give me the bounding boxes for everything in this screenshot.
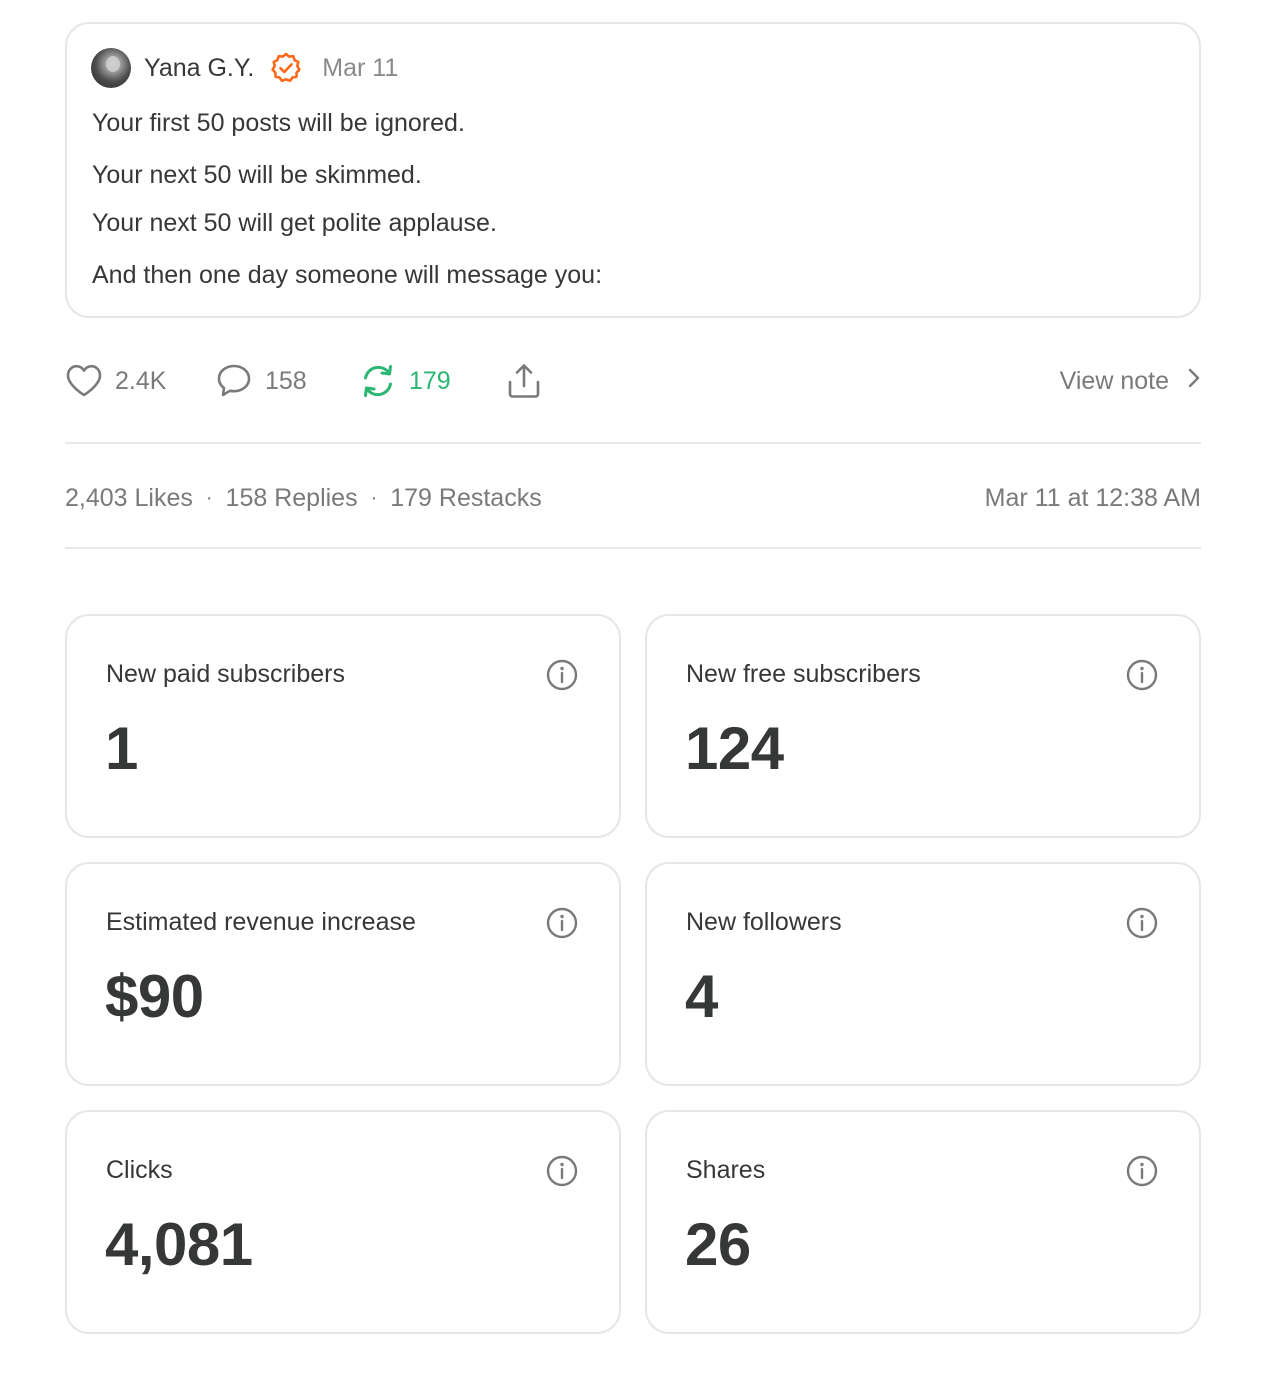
note-timestamp: Mar 11 at 12:38 AM xyxy=(984,483,1201,512)
metric-card-revenue xyxy=(65,862,621,1086)
engagement-stats xyxy=(65,478,1201,518)
note-line: Your next 50 will be skimmed. xyxy=(92,161,422,189)
reply-count: 158 xyxy=(265,366,307,395)
like-count: 2.4K xyxy=(115,366,167,395)
metric-value: 1 xyxy=(105,715,138,782)
like-button[interactable] xyxy=(65,358,166,404)
view-note-link[interactable] xyxy=(1060,358,1201,404)
info-icon[interactable] xyxy=(545,906,579,940)
metric-value: 26 xyxy=(685,1211,751,1278)
note-line: Your first 50 posts will be ignored. xyxy=(92,109,465,137)
metric-card-shares xyxy=(645,1110,1201,1334)
metric-card-followers xyxy=(645,862,1201,1086)
comment-icon xyxy=(215,362,253,400)
chevron-right-icon xyxy=(1169,367,1201,396)
author-name[interactable]: Yana G.Y. xyxy=(144,53,255,82)
share-icon xyxy=(505,362,543,400)
info-icon[interactable] xyxy=(1125,906,1159,940)
note-actions xyxy=(65,358,1201,404)
engagement-counts xyxy=(65,478,542,518)
info-icon[interactable] xyxy=(545,1154,579,1188)
verified-badge-icon xyxy=(270,52,302,84)
metric-value: 4 xyxy=(685,963,718,1030)
separator-dot: · xyxy=(370,486,378,509)
metric-card-clicks xyxy=(65,1110,621,1334)
info-icon[interactable] xyxy=(1125,658,1159,692)
metric-label: New free subscribers xyxy=(686,660,921,688)
info-icon[interactable] xyxy=(1125,1154,1159,1188)
divider xyxy=(65,547,1201,549)
replies-total[interactable]: 158 Replies xyxy=(225,483,358,512)
restack-count: 179 xyxy=(409,366,451,395)
metric-card-free-subscribers xyxy=(645,614,1201,838)
restacks-total[interactable]: 179 Restacks xyxy=(390,483,542,512)
avatar[interactable] xyxy=(91,48,131,88)
metric-label: Estimated revenue increase xyxy=(106,908,416,936)
metric-value: 4,081 xyxy=(105,1211,253,1278)
metric-value: $90 xyxy=(105,963,204,1030)
reply-button[interactable] xyxy=(215,358,307,404)
metric-label: New paid subscribers xyxy=(106,660,345,688)
metric-label: New followers xyxy=(686,908,842,936)
likes-total[interactable]: 2,403 Likes xyxy=(65,483,193,512)
restack-button[interactable] xyxy=(359,358,451,404)
separator-dot: · xyxy=(205,486,213,509)
note-line: Your next 50 will get polite applause. xyxy=(92,209,497,237)
author-row xyxy=(91,48,398,88)
metric-card-paid-subscribers xyxy=(65,614,621,838)
note-card[interactable] xyxy=(65,22,1201,318)
metric-value: 124 xyxy=(685,715,784,782)
heart-icon xyxy=(65,363,103,399)
metric-label: Shares xyxy=(686,1156,766,1184)
note-date: Mar 11 xyxy=(322,53,399,82)
restack-icon xyxy=(359,363,397,399)
divider xyxy=(65,442,1201,444)
info-icon[interactable] xyxy=(545,658,579,692)
share-button[interactable] xyxy=(505,358,543,404)
note-line: And then one day someone will message you: xyxy=(92,261,603,289)
metric-label: Clicks xyxy=(106,1156,173,1184)
view-note-label: View note xyxy=(1059,366,1169,395)
